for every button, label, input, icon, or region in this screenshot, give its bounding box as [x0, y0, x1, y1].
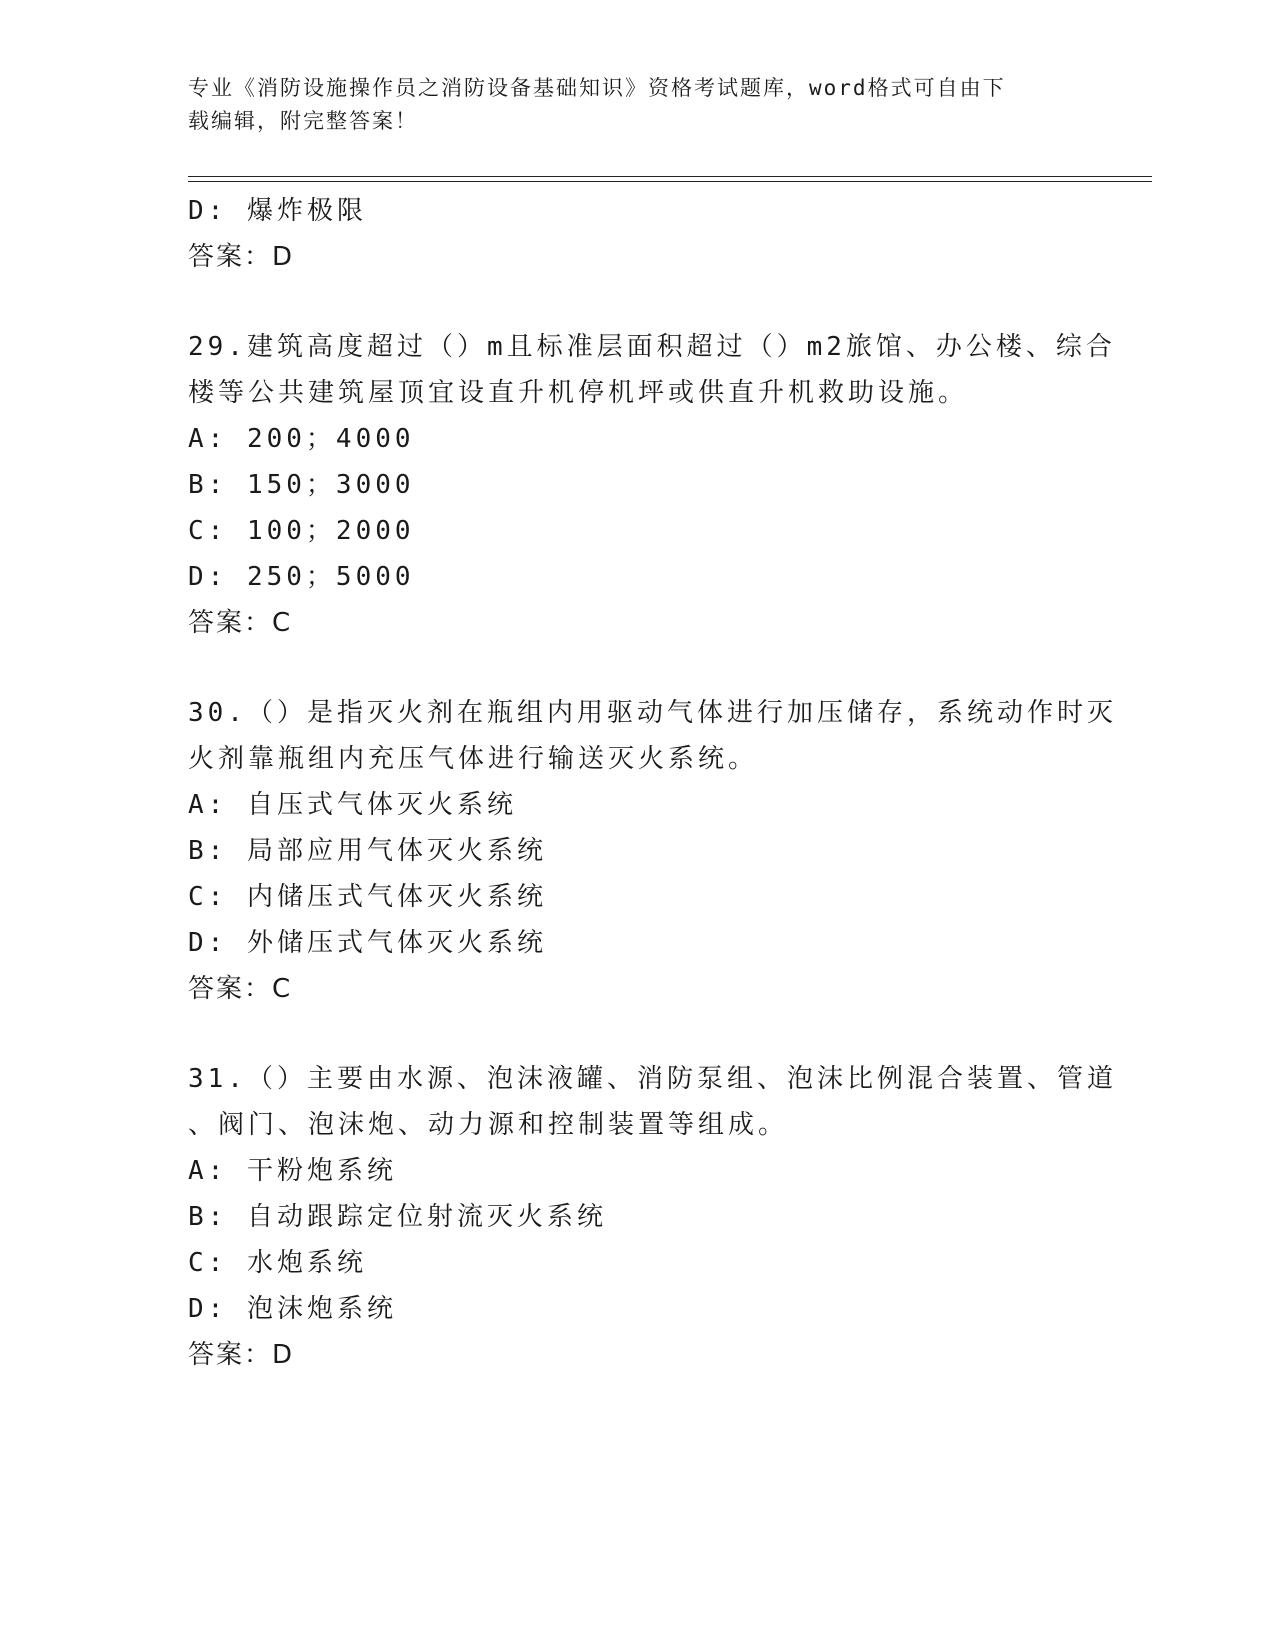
answer: 答案：C: [188, 608, 293, 638]
option-d: D: 外储压式气体灭火系统: [188, 928, 547, 958]
option-a: A: 200；4000: [188, 424, 415, 454]
header-divider-top: [188, 176, 1152, 177]
option-b: B: 自动跟踪定位射流灭火系统: [188, 1202, 607, 1232]
answer: 答案：D: [188, 1340, 295, 1370]
answer: 答案：D: [188, 242, 295, 272]
option-c: C: 水炮系统: [188, 1248, 367, 1278]
header-divider-bottom: [188, 181, 1152, 182]
option-c: C: 100；2000: [188, 516, 415, 546]
question-list: [188, 188, 1117, 1378]
question-31: [188, 1056, 1117, 1378]
option-b: B: 局部应用气体灭火系统: [188, 836, 547, 866]
question-stem: 31.（）主要由水源、泡沫液罐、消防泵组、泡沫比例混合装置、管道: [188, 1064, 1117, 1094]
option-c: C: 内储压式气体灭火系统: [188, 882, 547, 912]
page-header: [188, 72, 1088, 138]
option-d: D: 泡沫炮系统: [188, 1294, 397, 1324]
question-stem: 火剂靠瓶组内充压气体进行输送灭火系统。: [188, 744, 759, 774]
option-d: D: 250；5000: [188, 562, 415, 592]
option-b: B: 150；3000: [188, 470, 415, 500]
question-stem: 、阀门、泡沫炮、动力源和控制装置等组成。: [188, 1110, 789, 1140]
question-stem: 30.（）是指灭火剂在瓶组内用驱动气体进行加压储存，系统动作时灭: [188, 698, 1117, 728]
option-d: D: 爆炸极限: [188, 196, 367, 226]
option-a: A: 自压式气体灭火系统: [188, 790, 517, 820]
question-30: [188, 690, 1117, 1012]
question-stem: 29.建筑高度超过（）m且标准层面积超过（）m2旅馆、办公楼、综合: [188, 332, 1116, 362]
answer: 答案：C: [188, 974, 293, 1004]
previous-question-tail: [188, 188, 1088, 280]
header-line-1: 专业《消防设施操作员之消防设备基础知识》资格考试题库，word格式可自由下: [188, 76, 1006, 100]
question-stem: 楼等公共建筑屋顶宜设直升机停机坪或供直升机救助设施。: [188, 378, 969, 408]
question-29: [188, 324, 1116, 646]
option-a: A: 干粉炮系统: [188, 1156, 397, 1186]
header-line-2: 载编辑，附完整答案！: [188, 109, 418, 133]
